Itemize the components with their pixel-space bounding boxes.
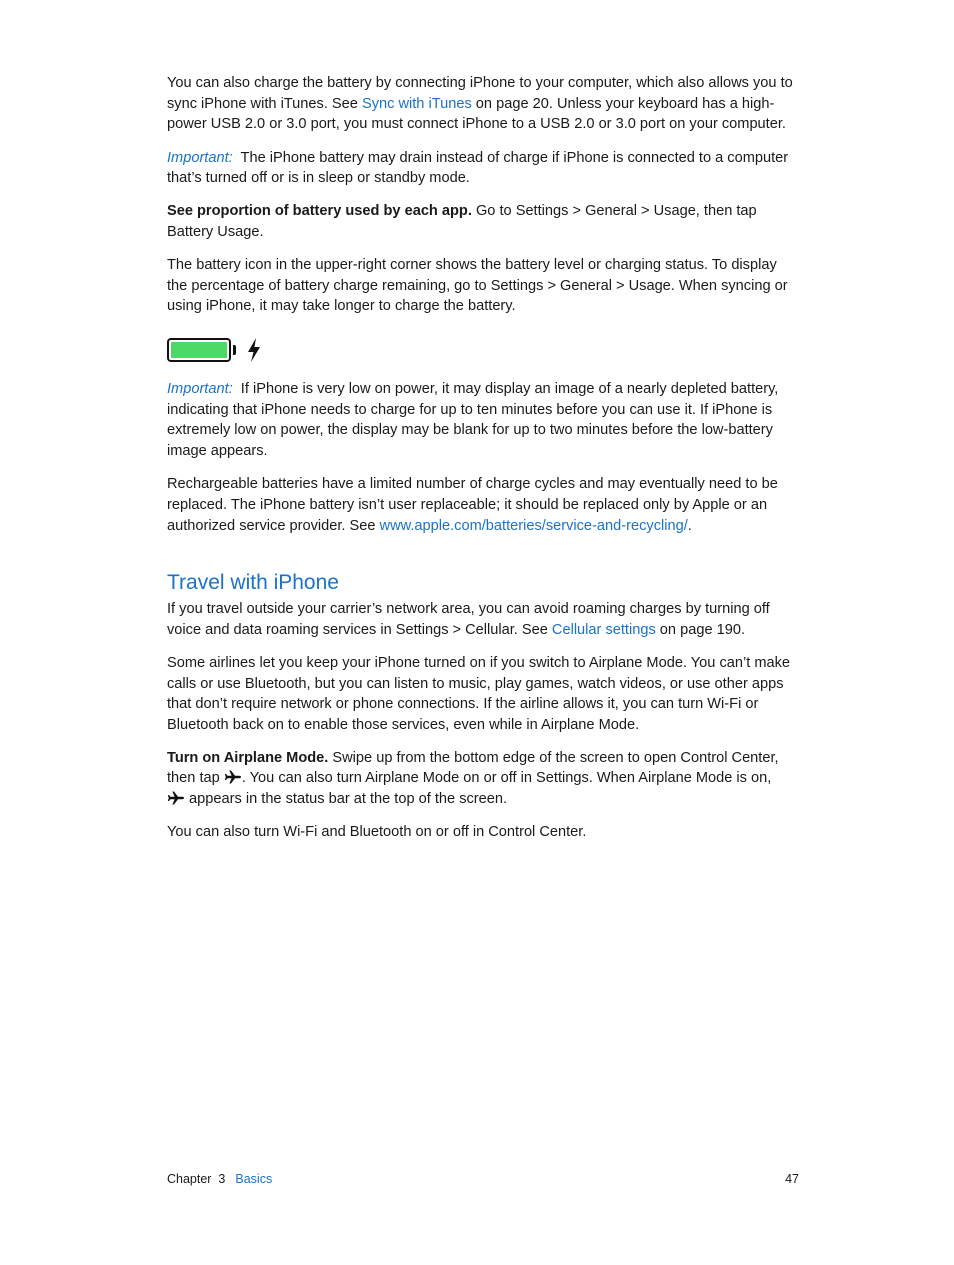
paragraph-battery-usage	[167, 201, 799, 242]
battery-fill	[171, 342, 227, 358]
paragraph-airlines: Some airlines let you keep your iPhone turned on if you switch to Airplane Mode. You can’t make calls or use Bluetooth, but you can listen to music, play games, watch videos, or use other apps that don’t require network or phone connections. If the airline allows it, you can turn Wi-Fi or Bluetooth back on to enable those services, even while in Airplane Mode.	[167, 655, 791, 734]
text: .	[687, 517, 692, 534]
important-label: Important:	[167, 380, 233, 397]
chapter-number: Chapter 3	[167, 1172, 226, 1186]
link-batteries-recycling[interactable]: www.apple.com/batteries/service-and-recycling/	[379, 517, 688, 534]
link-cellular-settings[interactable]: Cellular settings	[551, 621, 656, 638]
paragraph-important-low-power	[167, 379, 799, 461]
battery-full-icon	[167, 338, 231, 362]
battery-tip	[233, 345, 236, 355]
text: The iPhone battery may drain instead of charge if iPhone is connected to a computer that’s turned off or is in sleep or standby mode.	[167, 149, 793, 187]
important-label: Important:	[167, 149, 233, 166]
lightning-bolt-icon	[246, 337, 262, 363]
airplane-icon	[167, 791, 185, 805]
paragraph-control-center: You can also turn Wi-Fi and Bluetooth on or off in Control Center.	[167, 824, 587, 841]
paragraph-rechargeable	[167, 474, 799, 536]
chapter-name[interactable]: Basics	[235, 1172, 273, 1186]
section-heading-travel: Travel with iPhone	[167, 571, 339, 595]
paragraph-airplane-mode	[167, 748, 799, 810]
paragraph-roaming	[167, 599, 799, 640]
text: If you travel outside your carrier’s network area, you can avoid roaming charges by turning off voice and data roaming services in Settings > Cellular. See	[167, 601, 770, 638]
page-content	[167, 73, 799, 843]
page-number: 47	[785, 1172, 799, 1186]
text: You can also charge the battery by connecting iPhone to your computer, which also allows you to sync iPhone with iTunes. See	[167, 75, 793, 112]
link-sync-with-itunes[interactable]: Sync with iTunes	[361, 95, 472, 112]
text: appears in the status bar at the top of the screen.	[185, 790, 508, 807]
text: on page 190.	[655, 621, 746, 638]
text: . You can also turn Airplane Mode on or off in Settings. When Airplane Mode is on,	[241, 770, 772, 787]
paragraph-charge-computer	[167, 73, 799, 135]
text: Rechargeable batteries have a limited number of charge cycles and may eventually need to be replaced. The iPhone battery isn’t user replaceable; it should be replaced only by Apple or an authorized service provider. See	[167, 476, 778, 534]
text: on page 20. Unless your keyboard has a high-power USB 2.0 or 3.0 port, you must connect iPhone to a USB 2.0 or 3.0 port on your computer.	[167, 95, 786, 133]
paragraph-important-drain	[167, 148, 799, 189]
task-heading: See proportion of battery used by each app.	[167, 202, 472, 219]
airplane-icon	[224, 770, 242, 784]
battery-illustration	[167, 333, 799, 367]
text: Swipe up from the bottom edge of the screen to open Control Center, then tap	[167, 749, 779, 787]
text: Go to Settings > General > Usage, then tap Battery Usage.	[167, 202, 757, 240]
task-heading: Turn on Airplane Mode.	[167, 749, 329, 766]
footer-chapter	[167, 1172, 272, 1186]
text: If iPhone is very low on power, it may display an image of a nearly depleted battery, indicating that iPhone needs to charge for up to ten minutes before you can use it. If iPhone is extremely low on power, the display may be blank for up to two minutes before the low-battery image appears.	[167, 380, 783, 459]
paragraph-battery-icon: The battery icon in the upper-right corner shows the battery level or charging status. To display the percentage of battery charge remaining, go to Settings > General > Usage. When syncing or using iPhone, it may take longer to charge the battery.	[167, 257, 788, 315]
